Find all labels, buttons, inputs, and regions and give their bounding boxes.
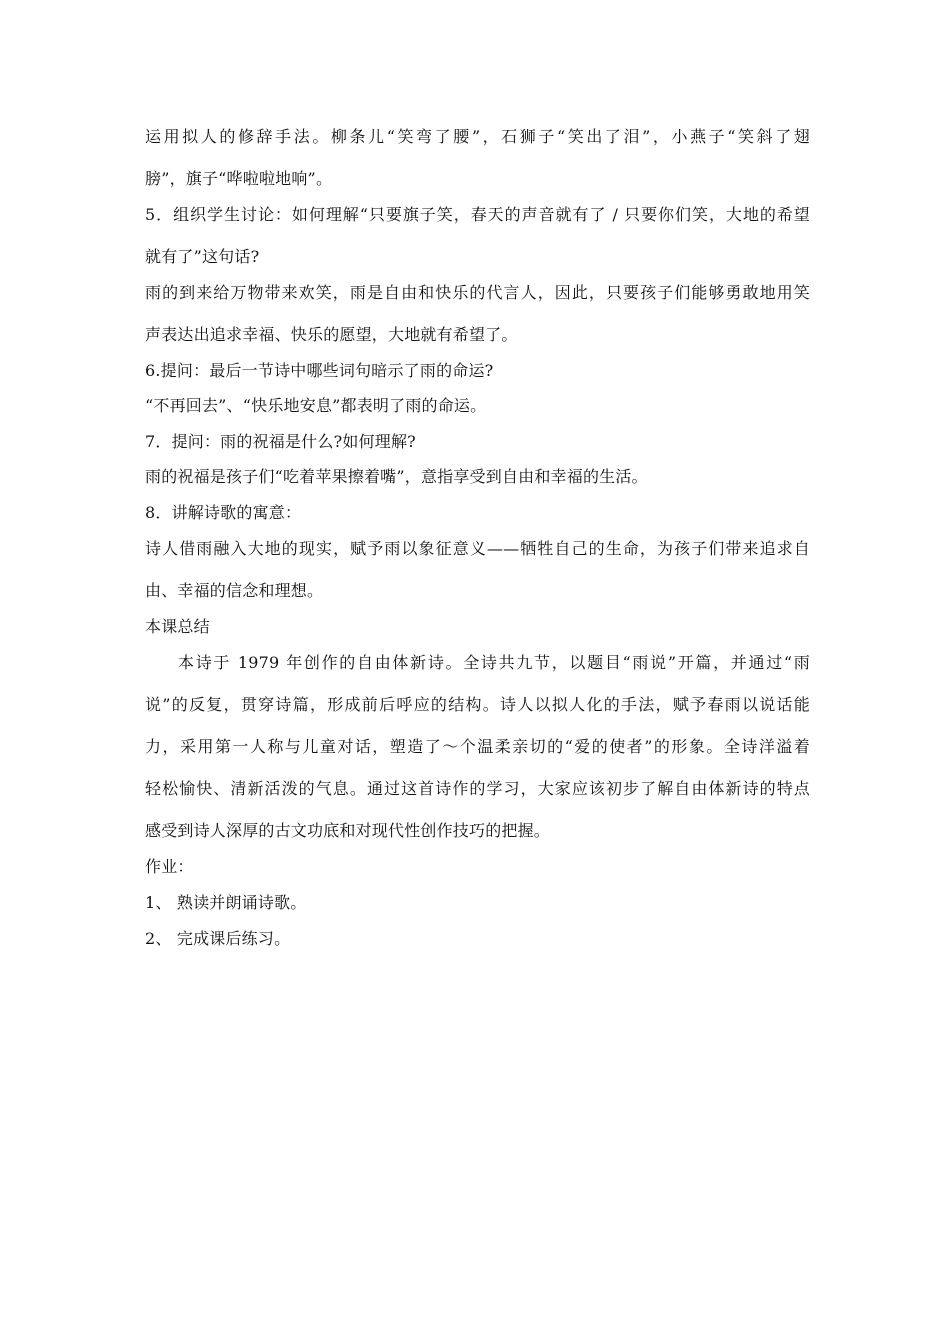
text-line: 由、幸福的信念和理想。 <box>145 581 324 600</box>
text-line: 感受到诗人深厚的古文功底和对现代性创作技巧的把握。 <box>145 821 551 840</box>
text-line: 声表达出追求幸福、快乐的愿望，大地就有希望了。 <box>145 325 518 344</box>
section-heading: 本课总结 <box>145 617 210 636</box>
text-line: 运用拟人的修辞手法。柳条儿“笑弯了腰”，石狮子“笑出了泪”，小燕子“笑斜了翅 <box>145 127 810 146</box>
text-line: 雨的到来给万物带来欢笑，雨是自由和快乐的代言人，因此，只要孩子们能够勇敢地用笑 <box>145 283 810 302</box>
text-line: 本诗于 1979 年创作的自由体新诗。全诗共九节，以题目“雨说”开篇，并通过“雨 <box>178 653 810 672</box>
text-line: 诗人借雨融入大地的现实，赋予雨以象征意义——牺牲自己的生命，为孩子们带来追求自 <box>145 539 810 558</box>
text-line: 力，采用第一人称与儿童对话，塑造了～个温柔亲切的“爱的使者”的形象。全诗洋溢着 <box>145 737 810 756</box>
text-line: 膀”，旗子“哗啦啦地响”。 <box>145 169 333 188</box>
text-line: “不再回去”、“快乐地安息”都表明了雨的命运。 <box>145 396 487 415</box>
text-line: 8．讲解诗歌的寓意： <box>145 503 302 522</box>
section-heading: 作业： <box>145 857 194 876</box>
list-item: 2、 完成课后练习。 <box>145 929 291 948</box>
text-line: 6.提问：最后一节诗中哪些词句暗示了雨的命运? <box>145 361 494 380</box>
text-line: 雨的祝福是孩子们“吃着苹果擦着嘴”，意指享受到自由和幸福的生活。 <box>145 467 648 486</box>
text-line: 说”的反复，贯穿诗篇，形成前后呼应的结构。诗人以拟人化的手法，赋予春雨以说话能 <box>145 695 810 714</box>
text-line: 就有了”这句话? <box>145 247 260 266</box>
list-item: 1、 熟读并朗诵诗歌。 <box>145 893 307 912</box>
text-line: 轻松愉快、清新活泼的气息。通过这首诗作的学习，大家应该初步了解自由体新诗的特点 <box>145 779 810 798</box>
text-line: 5．组织学生讨论：如何理解“只要旗子笑，春天的声音就有了 / 只要你们笑，大地的希望 <box>145 205 810 224</box>
text-line: 7．提问：雨的祝福是什么?如何理解? <box>145 432 416 451</box>
